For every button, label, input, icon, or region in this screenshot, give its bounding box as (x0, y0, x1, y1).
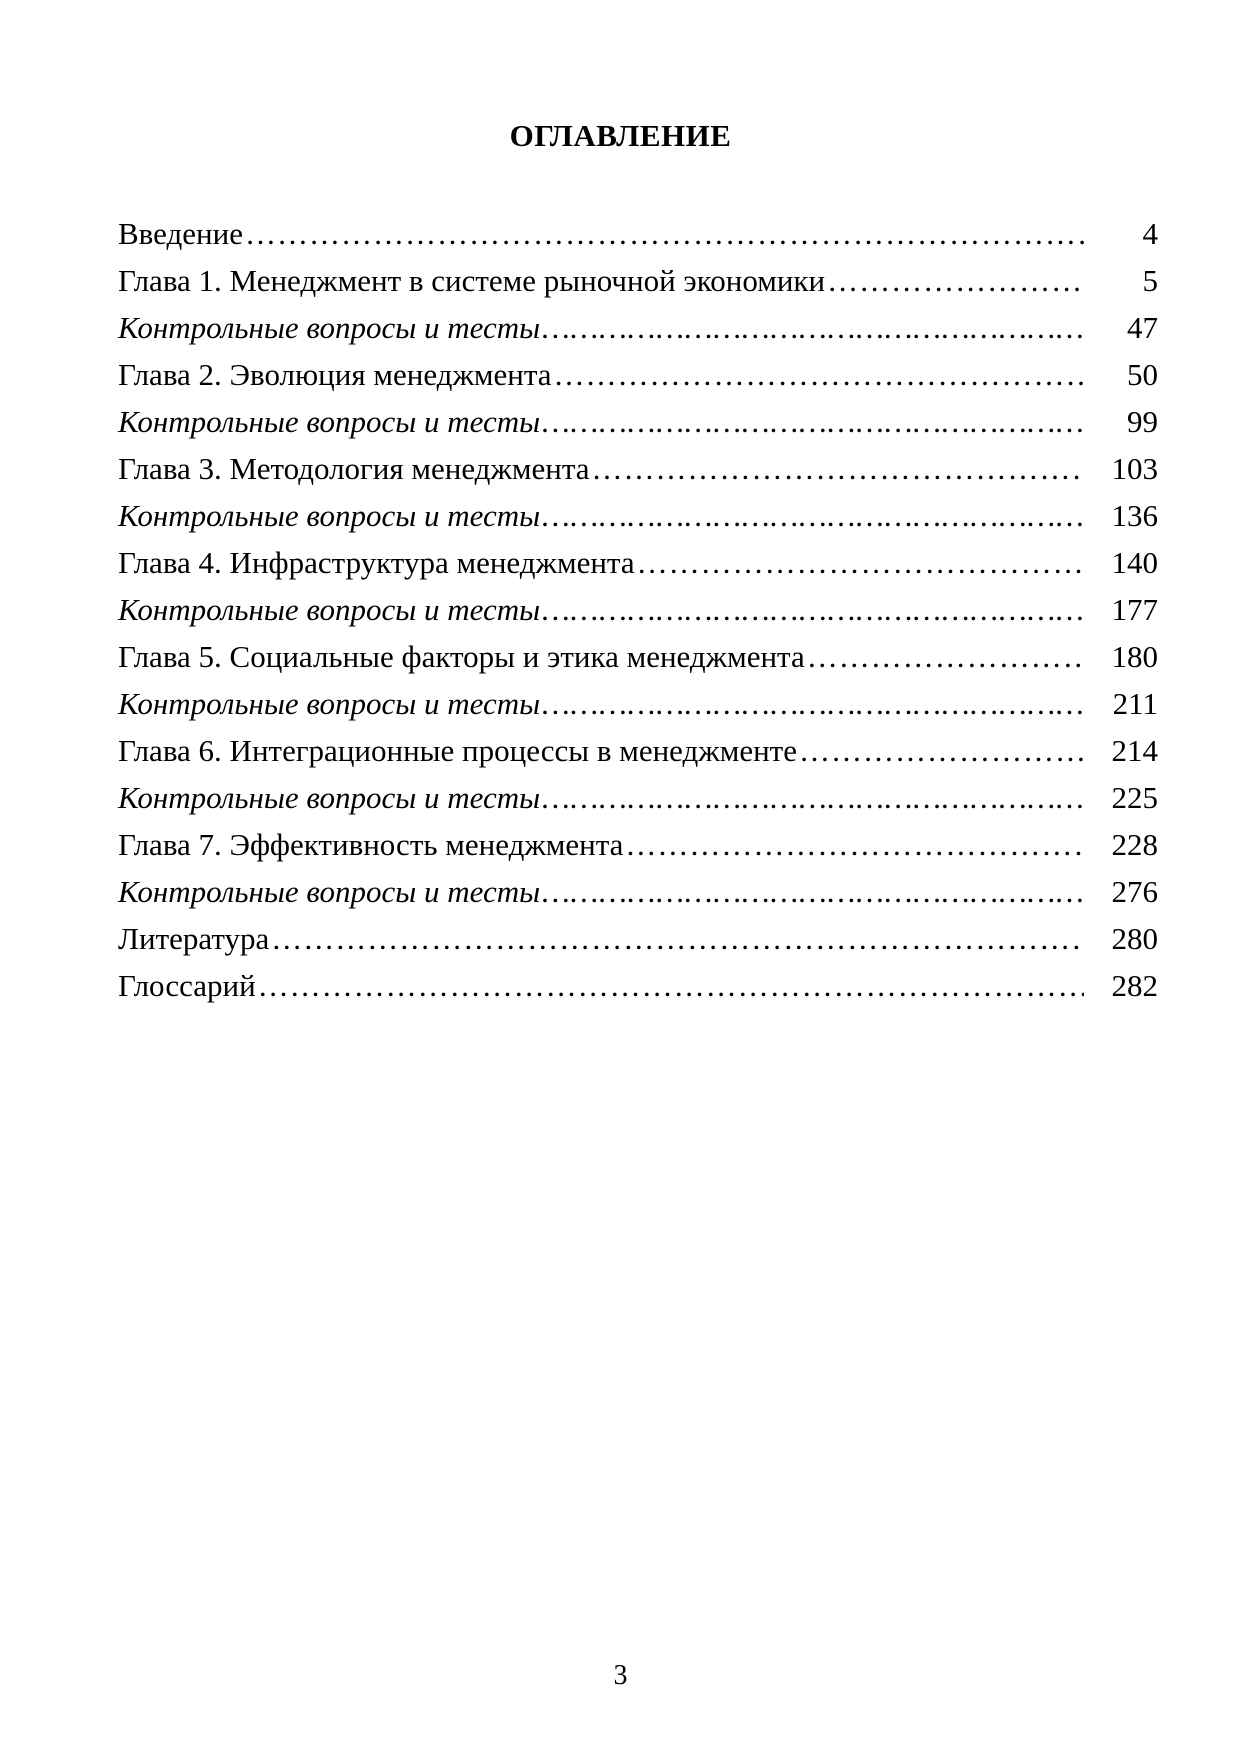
toc-entry[interactable] (118, 398, 1158, 445)
toc-entry-label: Глава 1. Менеджмент в системе рыночной экономики (118, 263, 826, 298)
toc-entry[interactable] (118, 210, 1158, 257)
toc-entry[interactable] (118, 821, 1158, 868)
toc-entry-label: Контрольные вопросы и тесты (118, 592, 541, 627)
toc-dot-leader (554, 351, 1084, 398)
toc-entry-page: 5 (1142, 263, 1158, 298)
toc-dot-leader (542, 868, 1084, 915)
toc-entry[interactable] (118, 962, 1158, 1009)
toc-entry-page: 282 (1111, 968, 1158, 1003)
toc-entry-page: 211 (1112, 686, 1158, 721)
toc-entry-page: 180 (1111, 639, 1158, 674)
toc-entry-label: Контрольные вопросы и тесты (118, 310, 541, 345)
toc-dot-leader (245, 210, 1084, 257)
toc-entry-page: 4 (1142, 216, 1158, 251)
toc-entry[interactable] (118, 257, 1158, 304)
toc-entry[interactable] (118, 633, 1158, 680)
toc-entry-label: Глоссарий (118, 968, 256, 1003)
toc-entry[interactable] (118, 680, 1158, 727)
toc-dot-leader (258, 962, 1084, 1009)
toc-dot-leader (542, 398, 1084, 445)
toc-dot-leader (625, 821, 1084, 868)
toc-entry-page: 140 (1111, 545, 1158, 580)
toc-entry-label: Глава 6. Интеграционные процессы в менеджменте (118, 733, 797, 768)
toc-entry-page: 99 (1127, 404, 1158, 439)
toc-entry-label: Глава 4. Инфраструктура менеджмента (118, 545, 635, 580)
toc-entry-label: Глава 3. Методология менеджмента (118, 451, 590, 486)
toc-entry[interactable] (118, 539, 1158, 586)
toc-entry[interactable] (118, 304, 1158, 351)
toc-entry-label: Контрольные вопросы и тесты (118, 686, 541, 721)
toc-entry-page: 225 (1111, 780, 1158, 815)
toc-entry[interactable] (118, 445, 1158, 492)
toc-dot-leader (271, 915, 1084, 962)
toc-entry-label: Контрольные вопросы и тесты (118, 780, 541, 815)
toc-entry-page: 280 (1111, 921, 1158, 956)
toc-entry[interactable] (118, 915, 1158, 962)
toc-dot-leader (827, 257, 1084, 304)
toc-entry[interactable] (118, 586, 1158, 633)
toc-entry-label: Литература (118, 921, 270, 956)
toc-entry-label: Глава 2. Эволюция менеджмента (118, 357, 552, 392)
toc-dot-leader (542, 492, 1084, 539)
toc-entry[interactable] (118, 492, 1158, 539)
toc-dot-leader (542, 586, 1084, 633)
toc-entry[interactable] (118, 868, 1158, 915)
toc-entry-page: 50 (1127, 357, 1158, 392)
toc-dot-leader (542, 774, 1084, 821)
toc-dot-leader (592, 445, 1084, 492)
toc-entry-label: Введение (118, 216, 243, 251)
toc-entry-page: 276 (1111, 874, 1158, 909)
toc-entry-label: Контрольные вопросы и тесты (118, 404, 541, 439)
toc-entry-label: Глава 5. Социальные факторы и этика менеджмента (118, 639, 805, 674)
page-number: 3 (613, 1660, 628, 1691)
toc-entry-label: Глава 7. Эффективность менеджмента (118, 827, 624, 862)
toc-entry[interactable] (118, 351, 1158, 398)
toc-entry-label: Контрольные вопросы и тесты (118, 498, 541, 533)
toc-entry-page: 136 (1111, 498, 1158, 533)
toc-dot-leader (542, 304, 1084, 351)
toc-entry-page: 177 (1111, 592, 1158, 627)
page-title: ОГЛАВЛЕНИЕ (509, 118, 732, 153)
toc-entry-page: 228 (1111, 827, 1158, 862)
toc-dot-leader (542, 680, 1084, 727)
toc-entry[interactable] (118, 727, 1158, 774)
table-of-contents (118, 210, 1158, 1009)
toc-dot-leader (807, 633, 1084, 680)
toc-dot-leader (637, 539, 1084, 586)
toc-entry-page: 103 (1111, 451, 1158, 486)
toc-dot-leader (799, 727, 1084, 774)
toc-entry-label: Контрольные вопросы и тесты (118, 874, 541, 909)
toc-entry[interactable] (118, 774, 1158, 821)
toc-entry-page: 214 (1111, 733, 1158, 768)
toc-entry-page: 47 (1127, 310, 1158, 345)
